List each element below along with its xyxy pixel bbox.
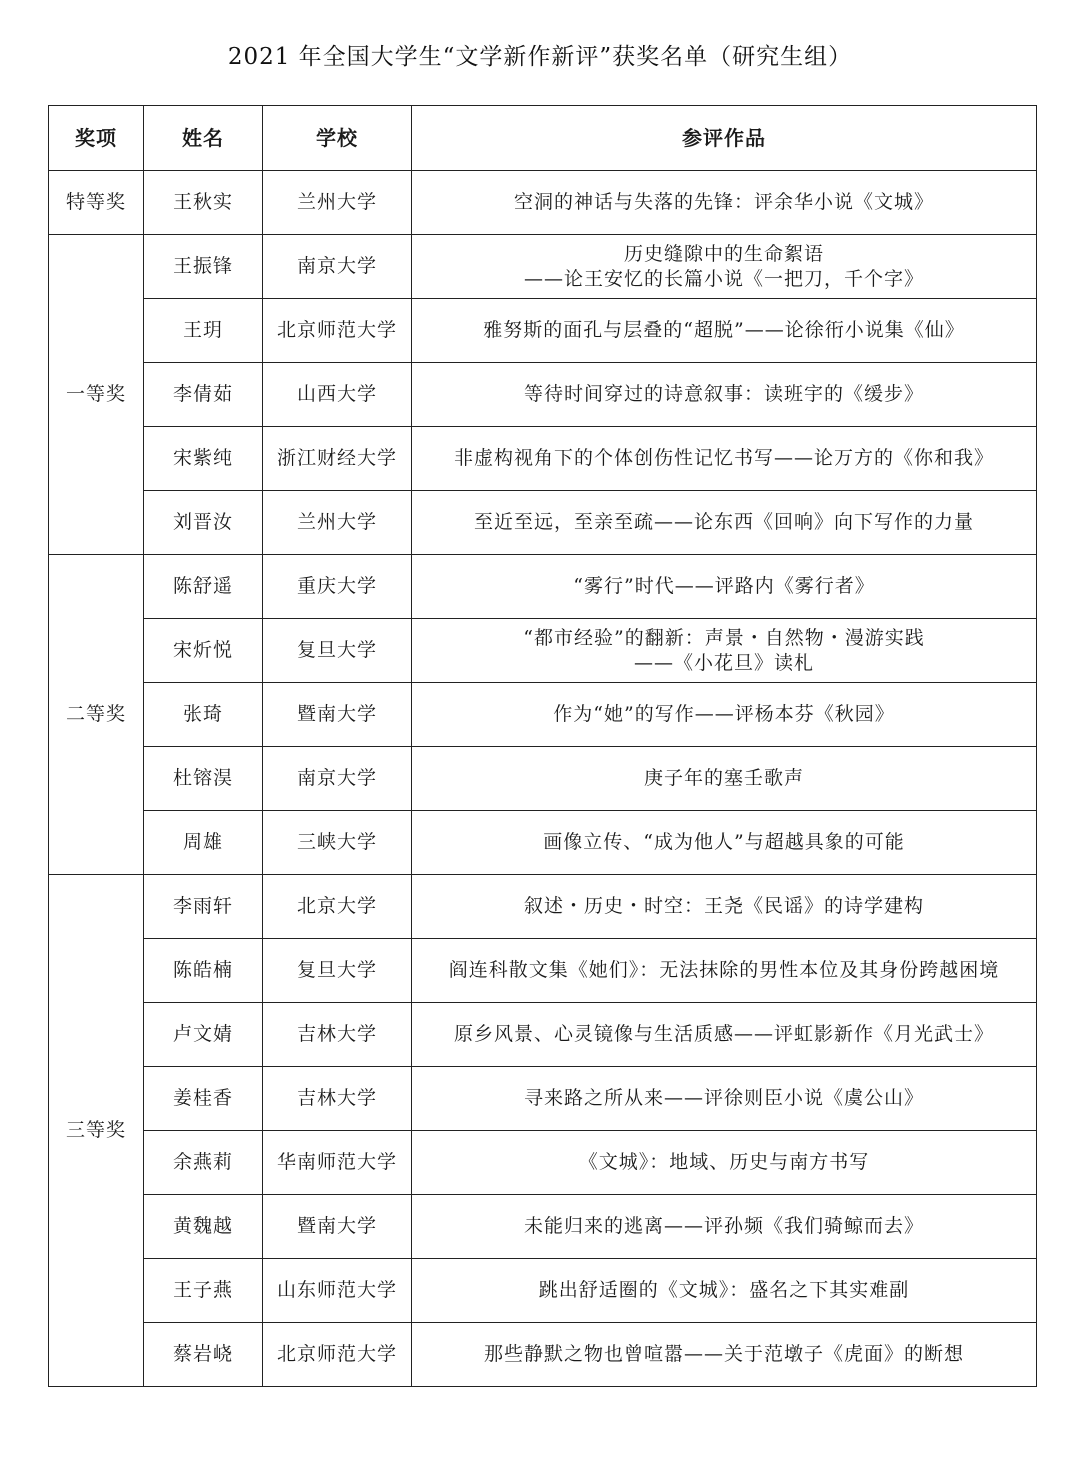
work-title-cell [412, 1259, 1037, 1323]
table-row [49, 1323, 1037, 1387]
work-title-cell [412, 747, 1037, 811]
school-cell: 三峡大学 [263, 811, 412, 875]
school-cell: 华南师范大学 [263, 1131, 412, 1195]
school-cell: 南京大学 [263, 235, 412, 299]
table-row [49, 363, 1037, 427]
table-row [49, 1003, 1037, 1067]
school-cell: 北京师范大学 [263, 299, 412, 363]
school-cell: 吉林大学 [263, 1067, 412, 1131]
award-level-cell: 一等奖 [49, 235, 144, 555]
work-title-cell [412, 1323, 1037, 1387]
work-title-line: 至近至远，至亲至疏——论东西《回响》向下写作的力量 [473, 511, 974, 534]
winner-name-cell: 张琦 [144, 683, 263, 747]
work-title-line: 阎连科散文集《她们》：无法抹除的男性本位及其身份跨越困境 [448, 959, 1000, 982]
work-title-cell [412, 939, 1037, 1003]
table-row [49, 491, 1037, 555]
school-cell: 山东师范大学 [263, 1259, 412, 1323]
page-title: 2021 年全国大学生“文学新作新评”获奖名单（研究生组） [227, 44, 853, 70]
award-level-cell: 三等奖 [49, 875, 144, 1387]
work-title-line: “雾行”时代——评路内《雾行者》 [573, 575, 875, 598]
table-row [49, 1067, 1037, 1131]
award-level-cell: 二等奖 [49, 555, 144, 875]
award-level-cell: 特等奖 [49, 171, 144, 235]
work-title-line: 历史缝隙中的生命絮语 [623, 242, 824, 265]
table-row [49, 939, 1037, 1003]
work-title-line: 那些静默之物也曾喧嚣——关于范墩子《虎面》的断想 [483, 1343, 964, 1366]
table-row [49, 555, 1037, 619]
winner-name-cell: 刘晋汝 [144, 491, 263, 555]
winner-name-cell: 余燕莉 [144, 1131, 263, 1195]
header-name: 姓名 [144, 106, 263, 171]
winner-name-cell: 陈舒遥 [144, 555, 263, 619]
winner-name-cell: 李雨轩 [144, 875, 263, 939]
winner-name-cell: 王子燕 [144, 1259, 263, 1323]
work-title-cell [412, 427, 1037, 491]
work-title-cell [412, 491, 1037, 555]
school-cell: 南京大学 [263, 747, 412, 811]
work-title-line: 画像立传、“成为他人”与超越具象的可能 [543, 831, 905, 854]
work-title-line: 未能归来的逃离——评孙频《我们骑鲸而去》 [523, 1215, 924, 1238]
winner-name-cell: 卢文婧 [144, 1003, 263, 1067]
winner-name-cell: 王玥 [144, 299, 263, 363]
work-title-line: 庚子年的塞壬歌声 [643, 767, 804, 790]
school-cell: 北京师范大学 [263, 1323, 412, 1387]
work-title-line: 雅努斯的面孔与层叠的“超脱”——论徐衎小说集《仙》 [483, 319, 965, 342]
award-list-table [48, 105, 1037, 1387]
school-cell: 重庆大学 [263, 555, 412, 619]
school-cell: 复旦大学 [263, 939, 412, 1003]
work-title-line: 原乡风景、心灵镜像与生活质感——评虹影新作《月光武士》 [453, 1023, 994, 1046]
table-row [49, 811, 1037, 875]
work-title-cell [412, 1195, 1037, 1259]
winner-name-cell: 李倩茹 [144, 363, 263, 427]
school-cell: 兰州大学 [263, 491, 412, 555]
work-title-cell [412, 619, 1037, 683]
school-cell: 暨南大学 [263, 1195, 412, 1259]
work-title-line: 非虚构视角下的个体创伤性记忆书写——论万方的《你和我》 [453, 447, 994, 470]
work-title-line: 寻来路之所从来——评徐则臣小说《虞公山》 [523, 1087, 924, 1110]
work-title-cell [412, 811, 1037, 875]
school-cell: 兰州大学 [263, 171, 412, 235]
school-cell: 浙江财经大学 [263, 427, 412, 491]
table-row [49, 1131, 1037, 1195]
table-row [49, 1195, 1037, 1259]
table-row [49, 235, 1037, 299]
winner-name-cell: 陈皓楠 [144, 939, 263, 1003]
work-title-cell [412, 875, 1037, 939]
school-cell: 复旦大学 [263, 619, 412, 683]
work-title-line: “都市经验”的翻新：声景・自然物・漫游实践 [523, 626, 925, 649]
work-title-line: 等待时间穿过的诗意叙事：读班宇的《缓步》 [523, 383, 924, 406]
work-title-cell [412, 683, 1037, 747]
work-title-line: 《文城》：地域、历史与南方书写 [578, 1151, 870, 1174]
table-body [49, 171, 1037, 1387]
winner-name-cell: 宋炘悦 [144, 619, 263, 683]
table-row [49, 171, 1037, 235]
work-title-cell [412, 235, 1037, 299]
table-row [49, 683, 1037, 747]
work-title-cell [412, 1067, 1037, 1131]
school-cell: 暨南大学 [263, 683, 412, 747]
school-cell: 吉林大学 [263, 1003, 412, 1067]
work-title-line: ——《小花旦》读札 [633, 651, 814, 674]
work-title-cell [412, 1131, 1037, 1195]
table-row [49, 747, 1037, 811]
winner-name-cell: 周雄 [144, 811, 263, 875]
table-row [49, 427, 1037, 491]
winner-name-cell: 宋紫纯 [144, 427, 263, 491]
work-title-cell [412, 1003, 1037, 1067]
school-cell: 北京大学 [263, 875, 412, 939]
header-work: 参评作品 [412, 106, 1037, 171]
winner-name-cell: 王秋实 [144, 171, 263, 235]
work-title-line: 空洞的神话与失落的先锋：评余华小说《文城》 [513, 191, 934, 214]
school-cell: 山西大学 [263, 363, 412, 427]
table-row [49, 875, 1037, 939]
work-title-line: 作为“她”的写作——评杨本芬《秋园》 [553, 703, 895, 726]
table-row [49, 619, 1037, 683]
winner-name-cell: 姜桂香 [144, 1067, 263, 1131]
winner-name-cell: 杜镕淏 [144, 747, 263, 811]
table-row [49, 1259, 1037, 1323]
work-title-line: 叙述・历史・时空：王尧《民谣》的诗学建构 [523, 895, 924, 918]
work-title-line: 跳出舒适圈的《文城》：盛名之下其实难副 [538, 1279, 910, 1302]
winner-name-cell: 王振锋 [144, 235, 263, 299]
winner-name-cell: 蔡岩峣 [144, 1323, 263, 1387]
table-row [49, 299, 1037, 363]
work-title-cell [412, 171, 1037, 235]
winner-name-cell: 黄魏越 [144, 1195, 263, 1259]
work-title-line: ——论王安忆的长篇小说《一把刀，千个字》 [523, 267, 924, 290]
work-title-cell [412, 363, 1037, 427]
header-school: 学校 [263, 106, 412, 171]
header-award: 奖项 [49, 106, 144, 171]
table-header-row [49, 106, 1037, 171]
work-title-cell [412, 299, 1037, 363]
work-title-cell [412, 555, 1037, 619]
